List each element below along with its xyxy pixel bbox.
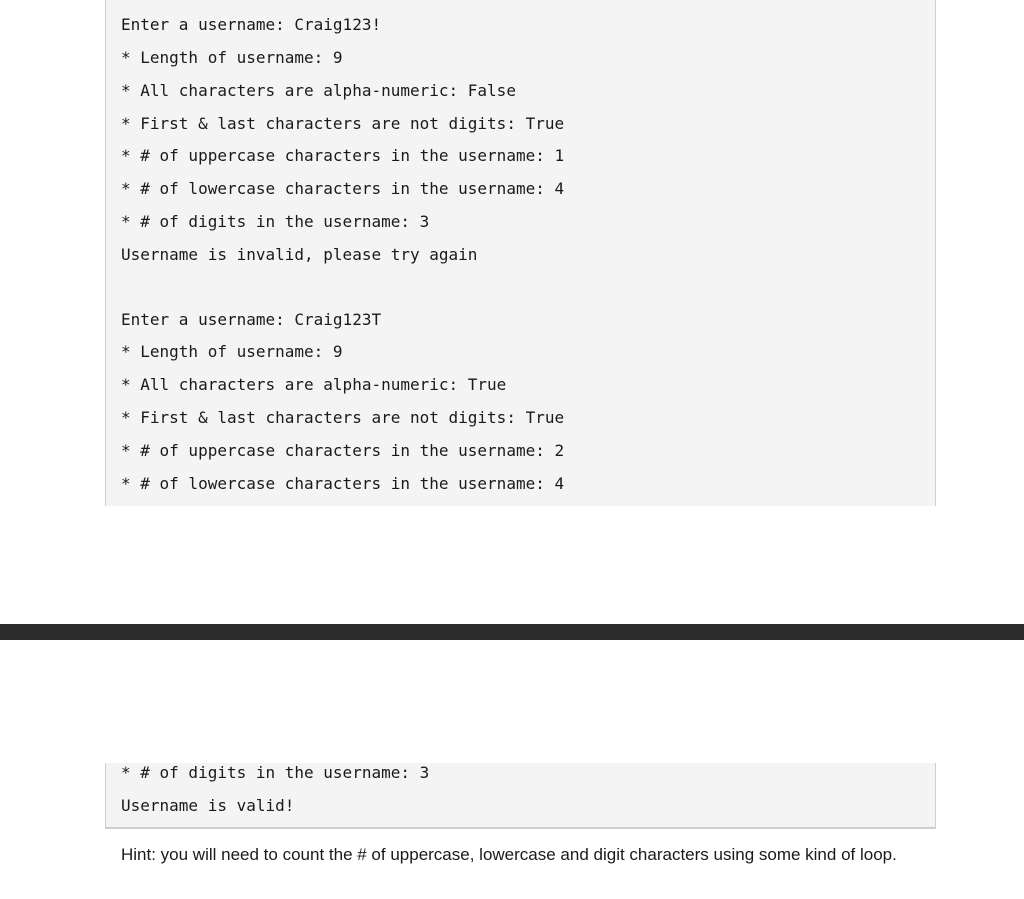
output-line: Enter a username: Craig123T bbox=[121, 310, 382, 329]
output-line: * # of lowercase characters in the username: 4 bbox=[121, 474, 565, 493]
code-output-block-continued bbox=[105, 763, 936, 829]
output-line: * Length of username: 9 bbox=[121, 48, 343, 67]
output-line: * # of uppercase characters in the username: 1 bbox=[121, 146, 565, 165]
page-divider bbox=[0, 624, 1024, 640]
output-line: * # of digits in the username: 3 bbox=[121, 763, 430, 782]
output-line: * # of uppercase characters in the username: 2 bbox=[121, 441, 565, 460]
output-line: * All characters are alpha-numeric: False bbox=[121, 81, 516, 100]
code-output-block bbox=[105, 0, 936, 506]
output-line: * Length of username: 9 bbox=[121, 342, 343, 361]
output-line: * # of lowercase characters in the username: 4 bbox=[121, 179, 565, 198]
output-line: * All characters are alpha-numeric: True bbox=[121, 375, 507, 394]
output-line: Username is valid! bbox=[121, 796, 295, 815]
hint-text: Hint: you will need to count the # of uppercase, lowercase and digit characters using some kind of loop. bbox=[121, 845, 897, 864]
output-line: * First & last characters are not digits: True bbox=[121, 114, 565, 133]
output-line: Username is invalid, please try again bbox=[121, 245, 478, 264]
output-line: Enter a username: Craig123! bbox=[121, 15, 382, 34]
output-line: * First & last characters are not digits: True bbox=[121, 408, 565, 427]
output-line: * # of digits in the username: 3 bbox=[121, 212, 430, 231]
